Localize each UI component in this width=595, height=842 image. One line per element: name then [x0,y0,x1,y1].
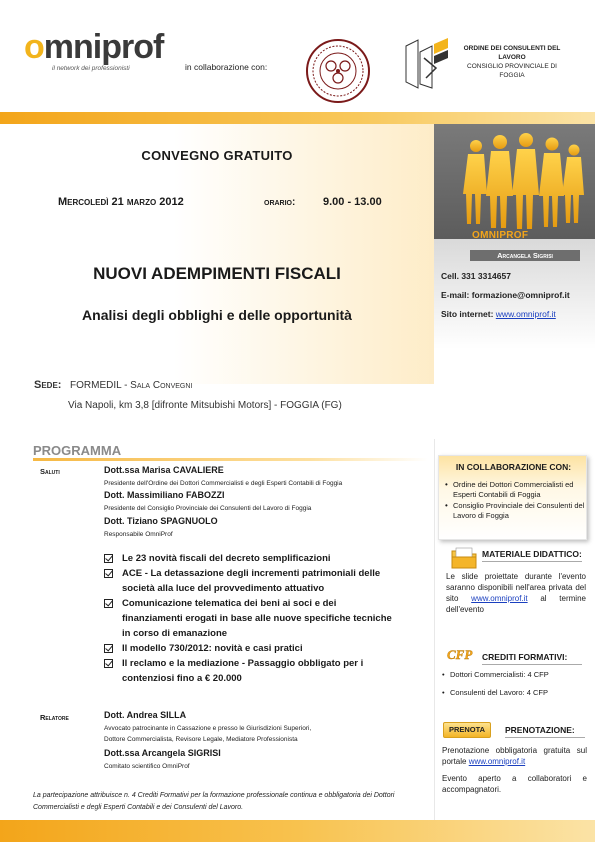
relatore-label: Relatore [40,713,69,722]
saluti-name-3: Dott. Tiziano SPAGNUOLO [104,516,218,526]
ordine-consulenti-text [457,44,567,80]
relatore-name-2: Dott.ssa Arcangela SIGRISI [104,748,221,758]
relatore-role-1b: Dottore Commercialista, Revisore Legale, Mediatore Professionista [104,736,298,743]
relatore-role-1a: Avvocato patrocinante in Cassazione e presso le Giurisdizioni Superiori, [104,725,312,732]
collab-text: in collaborazione con: [185,62,268,72]
ordine-line3: CONSIGLIO PROVINCIALE DI [467,63,557,70]
materiale-rule [482,561,582,562]
saluti-name-1: Dott.ssa Marisa CAVALIERE [104,465,224,475]
relatore-name-1: Dott. Andrea SILLA [104,710,187,720]
bottom-accent-bar [0,820,595,842]
consulenti-lavoro-logo-icon [402,38,452,90]
checkbox-icon [104,644,113,653]
materiale-link[interactable]: www.omniprof.it [471,594,528,603]
logo-tagline: il network dei professionisti [52,65,130,72]
ordine-line1: ORDINE DEI CONSULENTI DEL [463,45,561,52]
saluti-role-1: Presidente dell'Ordine dei Dottori Commercialisti e degli Esperti Contabili di Foggia [104,480,343,487]
orario-label: orario: [264,197,296,208]
crediti-list [442,670,587,706]
cfp-icon-text: CFP [447,647,473,662]
ordine-line2: LAVORO [498,54,526,61]
checkbox-icon [104,599,113,608]
prenotazione-text: Prenotazione obbligatoria gratuita sul portale www.omniprof.it [442,746,587,766]
ordine-line4: FOGGIA [499,72,525,79]
email-line: E-mail: formazione@omniprof.it [441,290,570,300]
checkbox-icon [104,554,113,563]
contact-name: Arcangela Sigrisi [470,250,580,261]
business-people-silhouettes-icon [434,124,595,239]
prenotazione-rule [505,737,585,738]
saluti-role-3: Responsabile OmniProf [104,531,173,538]
sidebar-gradient [434,239,595,439]
checkbox-icon [104,569,113,578]
programma-heading: PROGRAMMA [33,443,122,458]
crediti-rule [482,664,582,665]
prenotazione-heading: PRENOTAZIONE: [505,725,575,735]
crediti-footnote: La partecipazione attribuisce n. 4 Crediti Formativi per la formazione professionale continua e obbligatoria dei Dottori Commercialisti e degli Esperti Contabili e dei Consulenti del Lavoro. [33,792,395,811]
materiale-text: Le slide proiettate durante l'evento saranno disponibili nell'area privata del sito www.omniprof.it al termine dell'evento [446,572,586,614]
odcec-seal-icon [305,38,371,104]
omniprof-logo [24,30,163,72]
site-line: Sito internet: www.omniprof.it [441,309,556,319]
saluti-role-2: Presidente del Consiglio Provinciale dei Consulenti del Lavoro di Foggia [104,505,312,512]
crediti-heading: CREDITI FORMATIVI: [482,652,568,662]
folder-icon [450,546,478,570]
event-time: 9.00 - 13.00 [323,196,382,208]
logo-wordmark: mniprof [43,28,164,66]
event-title: NUOVI ADEMPIMENTI FISCALI [93,264,341,283]
topic-item: Il reclamo e la mediazione - Passaggio obbligato per i contenziosi fino a € 20.000 [104,656,394,686]
cfp-badge-icon [446,646,476,662]
topic-item: Il modello 730/2012: novità e casi pratici [104,641,394,656]
crediti-item: • Dottori Commercialisti: 4 CFP [442,670,587,680]
materiale-heading: MATERIALE DIDATTICO: [482,549,582,559]
page-header [0,0,595,112]
relatore-role-2: Comitato scientifico OmniProf [104,763,190,770]
topic-item: ACE - La detassazione degli incrementi patrimoniali delle società alla luce del provvedimento attuativo [104,566,394,596]
collab-list [445,480,585,522]
logo-o: o [24,28,44,66]
sede-address: Via Napoli, km 3,8 [difronte Mitsubishi Motors] - FOGGIA (FG) [68,400,342,411]
topic-item: Comunicazione telematica dei beni ai soci e dei finanziamenti erogati in base alle nuove specifiche tecniche in corso di emanazione [104,596,394,641]
sede-label: Sede: [34,379,62,391]
site-link[interactable]: www.omniprof.it [495,309,556,319]
prenotazione-link[interactable]: www.omniprof.it [468,757,526,766]
collab-item: • Consiglio Provinciale dei Consulenti del Lavoro di Foggia [445,501,585,521]
event-subtitle: Analisi degli obblighi e delle opportunità [82,307,352,323]
topics-list [104,551,394,686]
prenota-button[interactable]: PRENOTA [443,722,491,738]
saluti-label: Saluti [40,467,60,476]
cell-line: Cell. 331 3314657 [441,271,511,281]
sede-name: FORMEDIL - Sala Convegni [70,380,193,391]
main-gradient [0,124,434,384]
top-accent-bar [0,112,595,124]
collab-box-heading: IN COLLABORAZIONE CON: [455,462,572,472]
sidebar-brand: OMNIPROF [472,230,529,241]
collab-box [438,455,587,540]
event-date: Mercoledì 21 marzo 2012 [58,196,184,208]
checkbox-icon [104,659,113,668]
collab-item: • Ordine dei Dottori Commercialisti ed Esperti Contabili di Foggia [445,480,585,500]
crediti-item: • Consulenti del Lavoro: 4 CFP [442,688,587,698]
prenotazione-note: Evento aperto a collaboratori e accompagnatori. [442,774,587,794]
event-kind: CONVEGNO GRATUITO [141,148,293,163]
saluti-name-2: Dott. Massimiliano FABOZZI [104,490,225,500]
topic-item: Le 23 novità fiscali del decreto semplificazioni [104,551,394,566]
programma-rule [33,458,428,461]
